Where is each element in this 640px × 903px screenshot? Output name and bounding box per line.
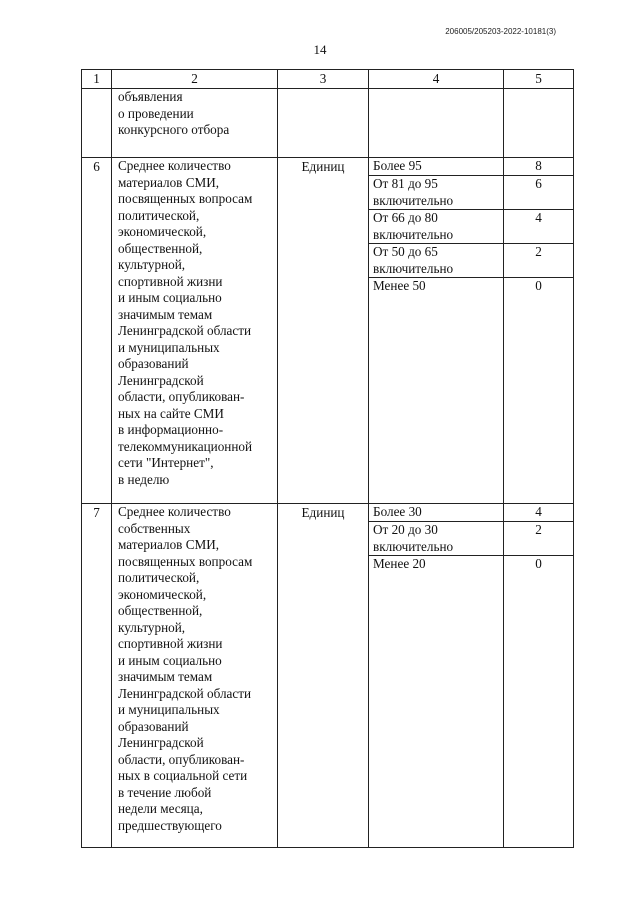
table-row: [82, 504, 574, 848]
criterion-text: Среднее количество материалов СМИ, посвященных вопросам политической, экономической, общественной, культурной, спортивной жизни и иным социально значимым темам Ленинградской области и муниципальных образований Ленинградской области, опубликован- ных на сайте СМИ в информационно- телекоммуникационной сети "Интернет", в неделю: [112, 158, 278, 504]
row-number: [82, 89, 112, 158]
points-value: 4: [504, 504, 573, 522]
range-item: Более 30: [369, 504, 503, 522]
column-header: 3: [278, 70, 369, 89]
range-item: Менее 20: [373, 556, 426, 571]
points-cell: [504, 504, 574, 848]
row-number: 7: [82, 504, 112, 848]
range-item: Более 95: [369, 158, 503, 176]
range-item: Менее 50: [373, 278, 426, 293]
points-cell: [504, 158, 574, 504]
ranges-cell: [369, 89, 504, 158]
table-row: [82, 158, 574, 504]
criteria-table: [81, 69, 574, 848]
range-item: От 66 до 80 включительно: [369, 210, 503, 244]
document-id: 206005/205203-2022-10181(3): [445, 27, 556, 36]
ranges-cell: [369, 158, 504, 504]
points-value: 8: [504, 158, 573, 176]
criterion-text: объявления о проведении конкурсного отбора: [112, 89, 278, 158]
table-header-row: [82, 70, 574, 89]
range-item: От 20 до 30 включительно: [369, 522, 503, 556]
points-value: 6: [504, 176, 573, 210]
column-header: 2: [112, 70, 278, 89]
unit-cell: [278, 89, 369, 158]
column-header: 1: [82, 70, 112, 89]
points-cell: [504, 89, 574, 158]
points-value: 0: [535, 556, 542, 571]
unit-cell: Единиц: [278, 504, 369, 848]
column-header: 5: [504, 70, 574, 89]
column-header: 4: [369, 70, 504, 89]
table-row: [82, 89, 574, 158]
points-value: 4: [504, 210, 573, 244]
criterion-text: Среднее количество собственных материалов СМИ, посвященных вопросам политической, экономической, общественной, культурной, спортивной жизни и иным социально значимым темам Ленинградской области и муниципальных образований Ленинградской области, опубликован- ных в социальной сети в течение любой недели месяца, предшествующего: [112, 504, 278, 848]
points-value: 2: [504, 522, 573, 556]
range-item: От 50 до 65 включительно: [369, 244, 503, 278]
page-number: 14: [313, 42, 327, 57]
points-value: 2: [504, 244, 573, 278]
ranges-cell: [369, 504, 504, 848]
unit-cell: Единиц: [278, 158, 369, 504]
points-value: 0: [535, 278, 542, 293]
range-item: От 81 до 95 включительно: [369, 176, 503, 210]
row-number: 6: [82, 158, 112, 504]
